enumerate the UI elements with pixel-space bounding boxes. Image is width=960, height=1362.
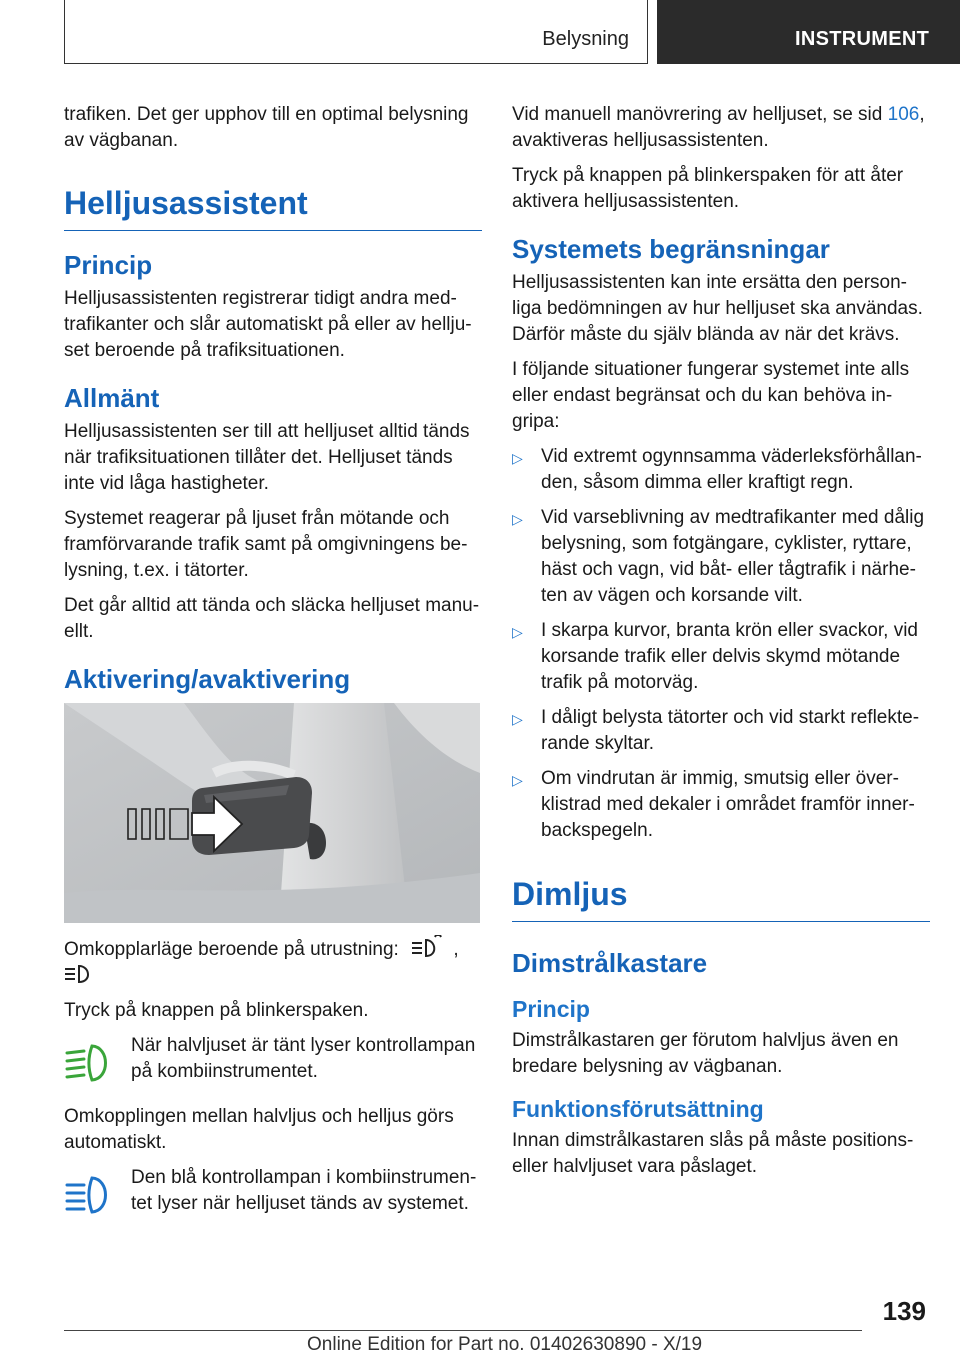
list-item-text: Vid varseblivning av medtrafikanter med dålig belysning, som fotgängare, cyklister, ryttare, häst och vagn, vid båt- eller tågtrafik i närhe‐ten av vägen och korsande vilt.	[541, 507, 925, 606]
limits-paragraph-1: Helljusassistenten kan inte ersätta den person‐liga bedömningen av hur helljuset ska användas. Därför måste du själv blända av när det krävs.	[512, 272, 923, 345]
list-item	[512, 705, 930, 757]
bullet-marker-icon: ▷	[512, 624, 523, 640]
page-number: 139	[882, 1296, 926, 1326]
omkopplar-paragraph	[64, 935, 482, 989]
heading-dimstralkastare: Dimstrålkastare	[512, 948, 708, 978]
intro-paragraph: trafiken. Det ger upphov till en optimal belysning av vägbanan.	[64, 104, 469, 151]
list-item-text: Om vindrutan är immig, smutsig eller över‐klistrad med dekaler i området framför inner‐backspegeln.	[541, 768, 915, 841]
low-beam-note-text: När halvljuset är tänt lyser kontrollampan på kombiinstrumentet.	[131, 1035, 476, 1082]
limitations-list	[512, 444, 930, 844]
allmant-paragraph-2: Systemet reagerar på ljuset från mötande och framförvarande trafik samt på omgivningens be‐lysning, t.ex. i tätorter.	[64, 508, 468, 581]
list-item	[512, 505, 930, 609]
high-beam-note-text: Den blå kontrollampan i kombiinstrumen‐tet lyser när helljuset tänds av systemet.	[131, 1167, 477, 1214]
list-item	[512, 618, 930, 696]
list-item	[512, 766, 930, 844]
list-item-text: Vid extremt ogynnsamma väderleksförhållan‐den, såsom dimma eller kraftigt regn.	[541, 446, 922, 493]
list-item-text: I dåligt belysta tätorter och vid starkt reflekte‐rande skyltar.	[541, 707, 920, 754]
bullet-marker-icon: ▷	[512, 450, 523, 466]
footer-edition: Online Edition for Part no. 01402630890 - X/19	[307, 1334, 703, 1355]
header-frame	[64, 0, 648, 64]
section-title: Belysning	[542, 28, 629, 50]
turn-signal-stalk-illustration	[64, 703, 480, 923]
heading-princip: Princip	[64, 250, 153, 280]
heading-begransningar: Systemets begränsningar	[512, 234, 830, 264]
bullet-marker-icon: ▷	[512, 772, 523, 788]
omkopplar-text: Omkopplarläge beroende på utrustning:	[64, 939, 399, 960]
omkopplingen-paragraph: Omkopplingen mellan halvljus och helljus görs automatiskt.	[64, 1106, 454, 1153]
list-item	[512, 444, 930, 496]
high-beam-icon	[64, 963, 94, 985]
chapter-tab[interactable]	[657, 0, 960, 64]
heading-princip-dim: Princip	[512, 996, 590, 1022]
manual-text-before: Vid manuell manövrering av helljuset, se sid	[512, 104, 888, 125]
heading-funktionsforutsattning: Funktionsförutsättning	[512, 1096, 764, 1122]
limits-paragraph-2: I följande situationer fungerar systemet inte alls eller endast begränsat och du kan behöva in‐gripa:	[512, 359, 910, 432]
heading-helljusassistent: Helljusassistent	[64, 183, 482, 231]
princip-paragraph: Helljusassistenten registrerar tidigt andra med‐trafikanter och slår automatiskt på eller av hellju‐set beroende på trafiksituationen.	[64, 288, 472, 361]
omkopplar-separator: ,	[453, 939, 459, 960]
heading-aktivering: Aktivering/avaktivering	[64, 664, 351, 694]
chapter-tab-label: INSTRUMENT	[795, 28, 930, 50]
dim-princip-paragraph: Dimstrålkastaren ger förutom halvljus även en bredare belysning av vägbanan.	[512, 1030, 899, 1077]
tryck-paragraph: Tryck på knappen på blinkerspaken.	[64, 1000, 369, 1021]
page-link-106[interactable]: 106	[887, 104, 920, 125]
high-beam-note	[64, 1165, 482, 1222]
low-beam-indicator-icon	[64, 1041, 112, 1085]
bullet-marker-icon: ▷	[512, 511, 523, 527]
low-beam-note	[64, 1033, 482, 1090]
left-column	[64, 102, 482, 1236]
right-column	[512, 102, 930, 1189]
reactivate-paragraph: Tryck på knappen på blinkerspaken för att åter aktivera helljusassistenten.	[512, 165, 904, 212]
manual-paragraph	[512, 102, 930, 154]
manual-text-after: , avaktiveras helljusassistenten.	[512, 104, 925, 151]
high-beam-indicator-icon	[64, 1173, 112, 1217]
bullet-marker-icon: ▷	[512, 711, 523, 727]
heading-dimljus: Dimljus	[512, 874, 930, 922]
funk-paragraph: Innan dimstrålkastaren slås på måste positions‐eller halvljuset vara påslaget.	[512, 1130, 914, 1177]
heading-allmant: Allmänt	[64, 383, 160, 413]
list-item-text: I skarpa kurvor, branta krön eller svackor, vid korsande trafik eller delvis skymd mötande trafik på motorväg.	[541, 620, 918, 693]
high-beam-assist-icon	[404, 935, 448, 959]
allmant-paragraph-1: Helljusassistenten ser till att helljuset alltid tänds när trafiksituationen tillåter det. Helljuset tänds inte vid låga hastigheter.	[64, 421, 470, 494]
footer-divider	[64, 1330, 862, 1331]
allmant-paragraph-3: Det går alltid att tända och släcka helljuset manu‐ellt.	[64, 595, 480, 642]
